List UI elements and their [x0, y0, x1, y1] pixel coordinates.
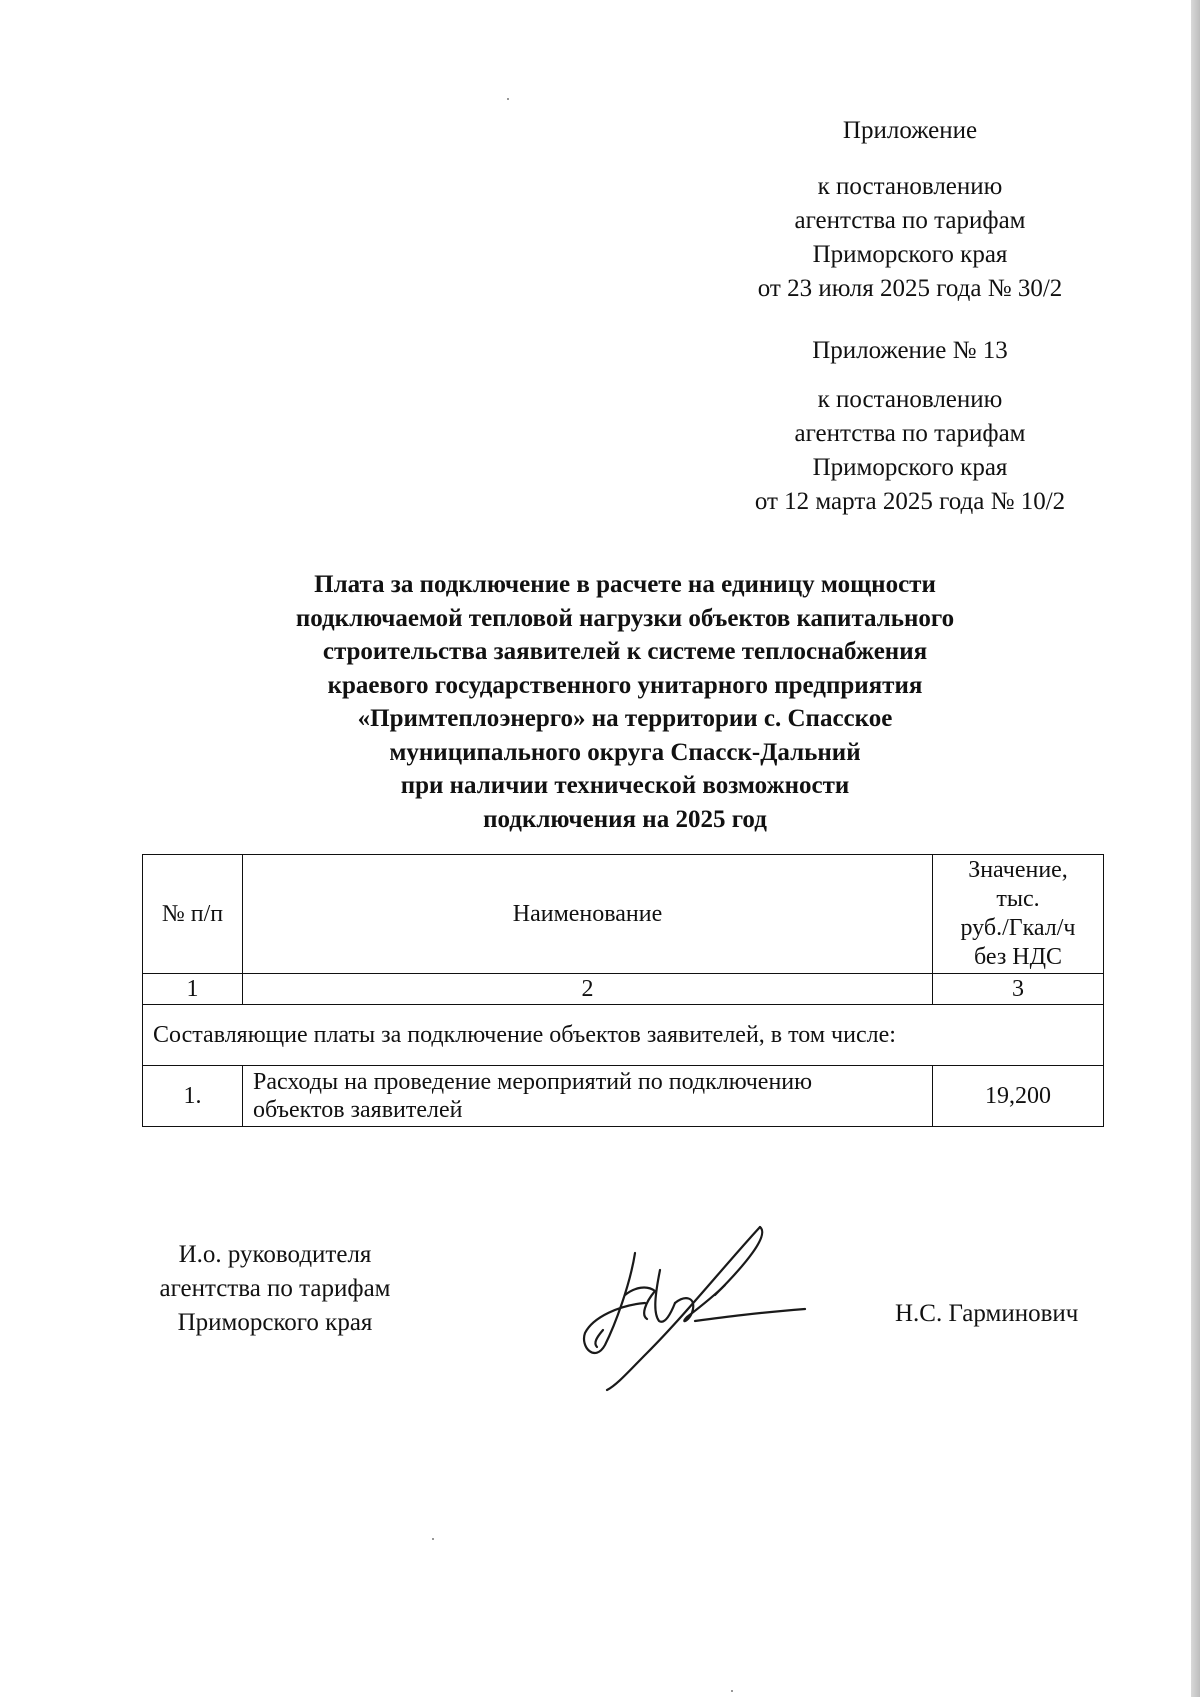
title-line: подключаемой тепловой нагрузки объектов капитального	[295, 604, 955, 632]
handwritten-signature	[575, 1225, 815, 1395]
decree-reference-2	[710, 383, 1110, 519]
signatory-name: Н.С. Гарминович	[895, 1300, 1079, 1327]
scan-speck	[507, 98, 509, 100]
decree-line: агентства по тарифам	[794, 420, 1026, 447]
header-value-line: руб./Гкал/ч	[960, 915, 1076, 941]
scan-edge	[1191, 0, 1200, 1697]
row-name-line: объектов заявителей	[253, 1097, 463, 1123]
scan-speck	[432, 1538, 434, 1540]
section-row	[143, 1005, 1104, 1066]
header-value-line: Значение,	[968, 857, 1068, 883]
decree-line: от 23 июля 2025 года № 30/2	[757, 275, 1063, 302]
header-num: № п/п	[143, 855, 243, 974]
appendix-13-label: Приложение № 13	[812, 337, 1008, 364]
position-line: Приморского края	[177, 1309, 373, 1336]
decree-line: от 12 марта 2025 года № 10/2	[754, 488, 1066, 515]
title-line: при наличии технической возможности	[400, 772, 850, 799]
header-value	[933, 855, 1104, 974]
header-value-line: без НДС	[973, 944, 1063, 970]
column-number: 1	[143, 974, 243, 1005]
appendix-header	[710, 114, 1110, 148]
title-line: строительства заявителей к системе теплоснабжения	[322, 638, 928, 665]
column-number: 3	[933, 974, 1104, 1005]
row-value: 19,200	[933, 1066, 1104, 1127]
title-line: Плата за подключение в расчете на единицу мощности	[314, 571, 936, 598]
decree-line: Приморского края	[812, 241, 1008, 268]
header-value-line: тыс.	[996, 886, 1040, 912]
tariff-table	[142, 854, 1104, 1127]
table-row	[143, 1066, 1104, 1127]
decree-line: к постановлению	[817, 386, 1003, 413]
scan-speck	[731, 1690, 733, 1692]
position-line: агентства по тарифам	[159, 1275, 391, 1302]
signatory-position	[130, 1238, 420, 1340]
decree-line: Приморского края	[812, 454, 1008, 481]
appendix-label: Приложение	[842, 117, 978, 144]
row-name-line: Расходы на проведение мероприятий по подключению	[253, 1069, 813, 1095]
decree-line: агентства по тарифам	[794, 207, 1026, 234]
decree-reference	[710, 170, 1110, 306]
decree-line: к постановлению	[817, 173, 1003, 200]
section-label: Составляющие платы за подключение объектов заявителей, в том числе:	[143, 1005, 1104, 1066]
title-line: «Примтеплоэнерго» на территории с. Спасское	[357, 705, 893, 732]
column-number: 2	[243, 974, 933, 1005]
position-line: И.о. руководителя	[178, 1241, 372, 1268]
header-name: Наименование	[243, 855, 933, 974]
row-name	[243, 1066, 933, 1127]
title-line: краевого государственного унитарного предприятия	[327, 671, 923, 699]
appendix-13-header	[710, 334, 1110, 368]
title-line: подключения на 2025 год	[483, 805, 767, 833]
document-title	[150, 568, 1100, 836]
title-line: муниципального округа Спасск-Дальний	[389, 738, 861, 766]
column-number-row	[143, 974, 1104, 1005]
row-num: 1.	[143, 1066, 243, 1127]
table-header-row	[143, 855, 1104, 974]
